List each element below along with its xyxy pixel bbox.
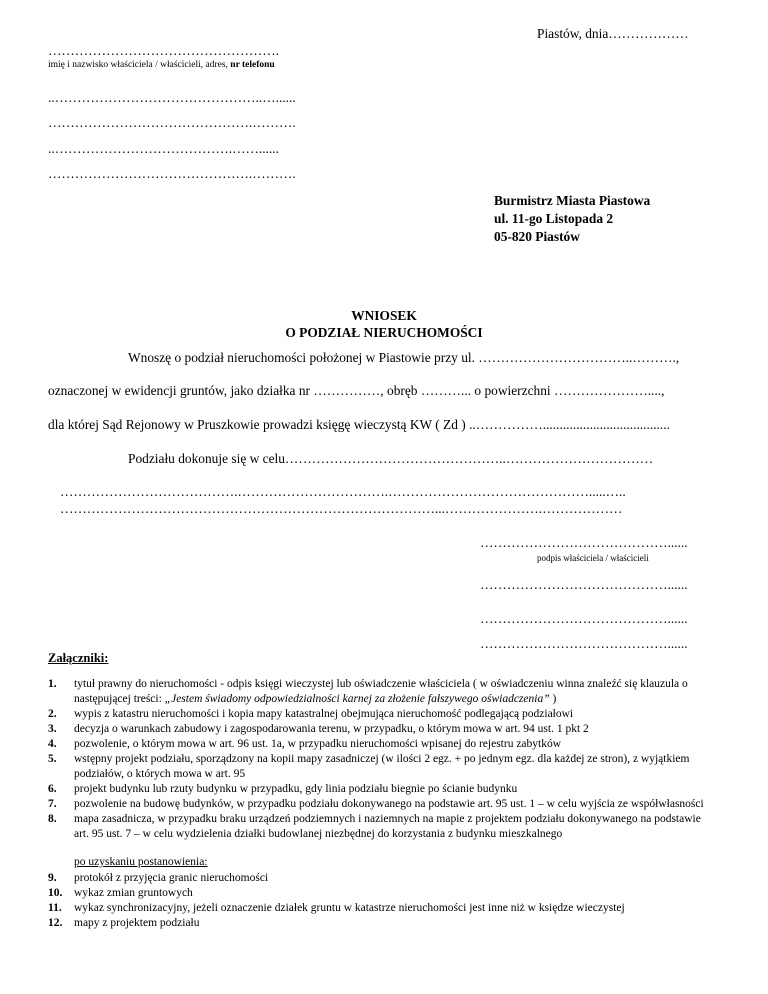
signature-line: ……………………………………......: [480, 535, 688, 550]
attachment-item: 8. mapa zasadnicza, w przypadku braku urządzeń podziemnych i naziemnych na mapie z projektem podziału dokonywanego na podstawie art. 95 ust. 7 – w celu wydzielenia działki budowlanej niezbędnej do korzystania z budynku mieszkalnego: [48, 813, 701, 840]
body-paragraph-5: ………………………………….…………………………….……………………………………….....…..: [60, 484, 626, 499]
address-line-4: ……………………………………….……….: [48, 166, 296, 181]
signature-caption: podpis właściciela / właścicieli: [537, 553, 649, 563]
body-paragraph-6: …………………………………………………………………………...………………….………………: [60, 501, 623, 516]
owner-line: …………………………………………….: [48, 43, 279, 58]
body-paragraph-1: Wnoszę o podział nieruchomości położonej w Piastowie przy ul. ……………………………..……….,: [128, 350, 680, 365]
title-line-1: WNIOSEK: [351, 308, 417, 323]
attachment-item: 5. wstępny projekt podziału, sporządzony na kopii mapy zasadniczej (w ilości 2 egz. + po jednym egz. dla każdej ze stron), z wyjątkiem podziałów, o których mowa w art. 95: [48, 753, 690, 780]
body-paragraph-3: dla której Sąd Rejonowy w Pruszkowie prowadzi księgę wieczystą KW ( Zd ) ..……………......................................: [48, 417, 670, 432]
signature-line-extra-3: ……………………………………......: [480, 636, 688, 651]
attachment-item: 9. protokół z przyjęcia granic nieruchomości: [48, 872, 269, 884]
owner-caption: imię i nazwisko właściciela / właścicieli, adres, nr telefonu: [48, 60, 275, 70]
attachments-after-list: [48, 871, 712, 931]
attachment-item: 10. wykaz zmian gruntowych: [48, 887, 193, 899]
signature-line-extra-1: ……………………………………......: [480, 577, 688, 592]
attachments-heading: Załączniki:: [48, 651, 109, 665]
signature-line-extra-2: ……………………………………......: [480, 611, 688, 626]
place-date: Piastów, dnia………………: [537, 26, 689, 41]
address-line-1: ..………………………………………..…......: [48, 90, 296, 105]
attachment-item: 2. wypis z katastru nieruchomości i kopia mapy katastralnej obejmująca nieruchomość podlegającą podziałowi: [48, 708, 574, 720]
attachment-item: 7. pozwolenie na budowę budynków, w przypadku podziału dokonywanego na podstawie art. 95 ust. 1 – w celu wyjścia ze współwłasności: [48, 798, 704, 810]
recipient-name: Burmistrz Miasta Piastowa: [494, 193, 651, 208]
attachment-item: 11. wykaz synchronizacyjny, jeżeli oznaczenie działek gruntu w katastrze nieruchomości jest inne niż w księdze wieczystej: [48, 902, 625, 914]
attachment-item: 12. mapy z projektem podziału: [48, 917, 200, 929]
owner-caption-phone: nr telefonu: [230, 60, 275, 70]
attachments-list: [48, 677, 712, 842]
attachment-item: 6. projekt budynku lub rzuty budynku w przypadku, gdy linia podziału biegnie po ścianie budynku: [48, 783, 518, 795]
body-paragraph-2: oznaczonej w ewidencji gruntów, jako działka nr ……………, obręb ………... o powierzchni …………………....,: [48, 383, 665, 398]
recipient-city: 05-820 Piastów: [494, 229, 580, 244]
address-line-2: ……………………………………….……….: [48, 115, 296, 130]
recipient-block: [494, 192, 650, 246]
title-line-2: O PODZIAŁ NIERUCHOMOŚCI: [285, 325, 483, 340]
attachment-item: 4. pozwolenie, o którym mowa w art. 96 ust. 1a, w przypadku nieruchomości wpisanej do rejestru zabytków: [48, 738, 562, 750]
after-decision-heading: po uzyskaniu postanowienia:: [74, 856, 208, 868]
recipient-street: ul. 11-go Listopada 2: [494, 211, 614, 226]
attachment-item: 3. decyzja o warunkach zabudowy i zagospodarowania terenu, w przypadku, o którym mowa w art. 94 ust. 1 pkt 2: [48, 723, 589, 735]
attachment-item: 1. tytuł prawny do nieruchomości - odpis księgi wieczystej lub oświadczenie właściciela ( w oświadczeniu winna znaleźć się klauzula o następującej treści: „Jestem świadomy odpowiedzialności karnej za złożenie fałszywego oświadczenia” ): [48, 678, 688, 705]
address-line-3: ..………………………………….……......: [48, 141, 279, 156]
document-title: [0, 307, 768, 341]
body-paragraph-4: Podziału dokonuje się w celu…………………………………………..……………………………: [128, 451, 654, 466]
